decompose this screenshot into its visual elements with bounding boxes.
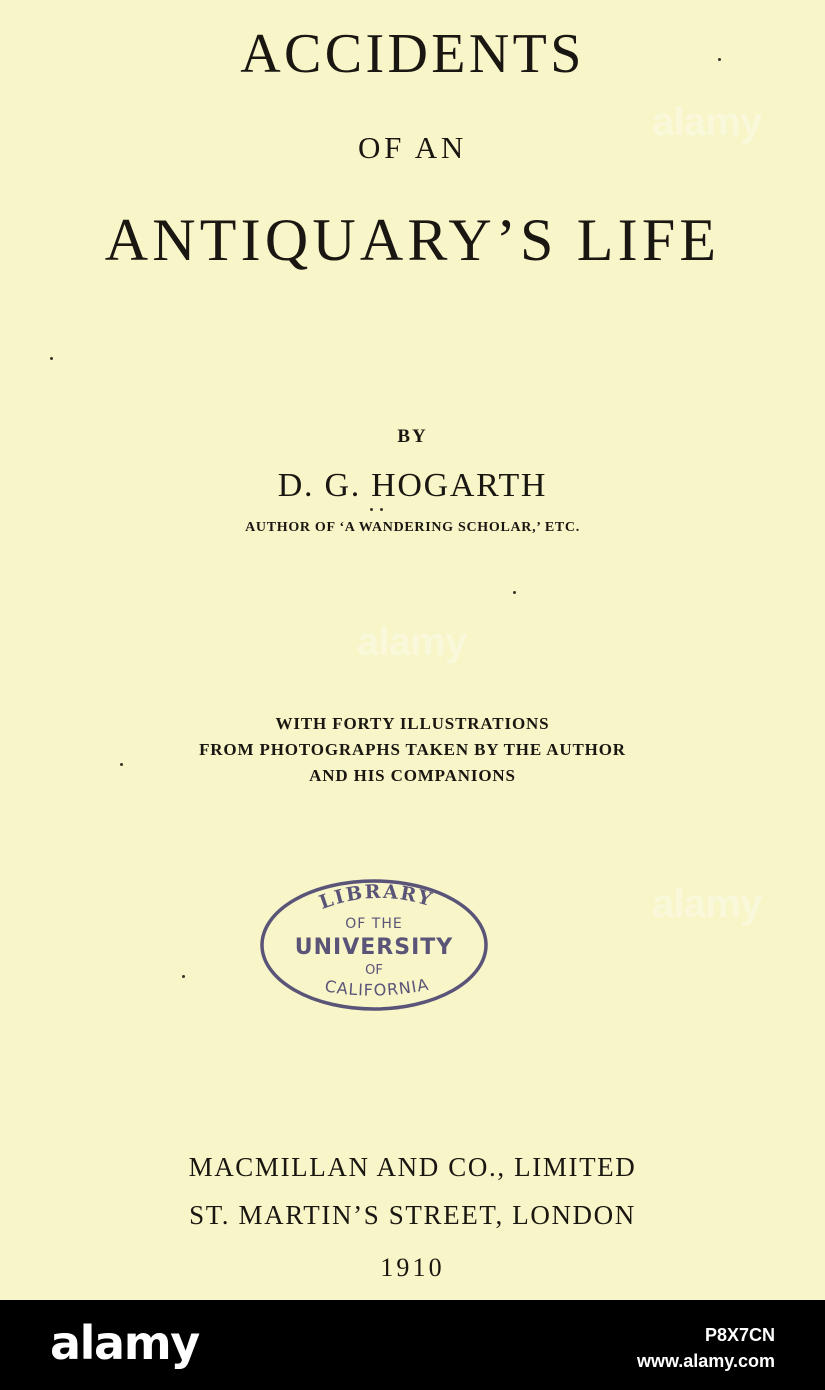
image-id: P8X7CN [704,1325,775,1345]
stamp-line-4: OF [365,963,383,978]
title-line-3: ANTIQUARY’S LIFE [104,207,721,273]
alamy-logo: alamy [50,1316,199,1370]
stamp-line-5: CALIFORNIA [323,974,431,1000]
watermark-footer-bar [0,1300,825,1390]
author-name: D. G. HOGARTH [277,467,548,504]
watermark: alamy [652,100,762,144]
title-line-2: OF AN [357,130,468,165]
library-stamp [258,876,490,1014]
site-url: www.alamy.com [636,1351,775,1371]
image-id-block [637,1322,775,1374]
author-note: AUTHOR OF ‘A WANDERING SCHOLAR,’ ETC. [245,520,580,535]
stamp-line-3: UNIVERSITY [294,935,454,960]
watermark: alamy [652,882,762,926]
publisher-line-2: ST. MARTIN’S STREET, LONDON [189,1200,636,1230]
by-label: BY [397,426,428,447]
illustrations-line-1: WITH FORTY ILLUSTRATIONS [275,714,550,733]
stamp-line-1: LIBRARY [316,880,436,914]
title-line-1: ACCIDENTS [240,23,585,85]
illustrations-line-2: FROM PHOTOGRAPHS TAKEN BY THE AUTHOR [199,740,626,759]
publication-year: 1910 [380,1253,445,1282]
svg-text:CALIFORNIA [324,975,431,1000]
watermark: alamy [357,620,467,664]
stamp-line-2: OF THE [345,916,403,932]
illustrations-line-3: AND HIS COMPANIONS [309,766,516,785]
publisher-line-1: MACMILLAN AND CO., LIMITED [188,1152,637,1182]
